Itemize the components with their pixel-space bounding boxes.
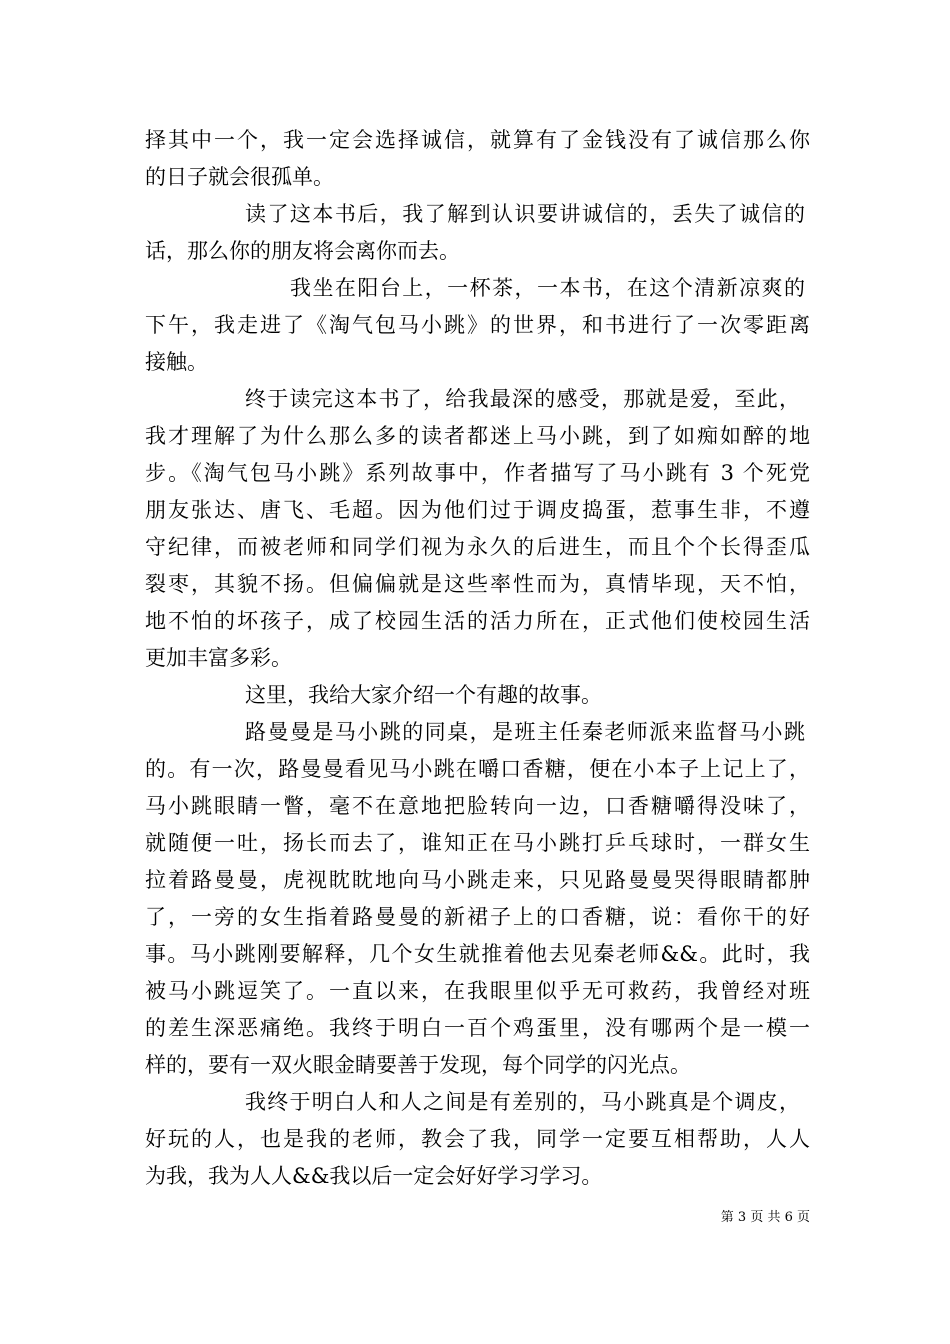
text-line: 这里，我给大家介绍一个有趣的故事。 [245,683,602,707]
text-line: 好玩的人，也是我的老师，教会了我，同学一定要互相帮助，人人 [145,1127,810,1151]
text-line: 接触。 [145,350,208,374]
text-line: 读了这本书后，我了解到认识要讲诚信的，丢失了诚信的 [245,202,805,226]
text-line: 守纪律，而被老师和同学们视为永久的后进生，而且个个长得歪瓜 [145,535,810,559]
text-line: 事。马小跳刚要解释，几个女生就推着他去见秦老师&&。此时，我 [145,942,810,966]
text-line: 了，一旁的女生指着路曼曼的新裙子上的口香糖，说：看你干的好 [145,905,810,929]
text-line: 马小跳眼睛一瞥，毫不在意地把脸转向一边，口香糖嚼得没味了， [145,794,810,818]
text-line: 裂枣，其貌不扬。但偏偏就是这些率性而为，真情毕现，天不怕， [145,572,810,596]
text-line: 路曼曼是马小跳的同桌，是班主任秦老师派来监督马小跳 [245,720,805,744]
text-line: 被马小跳逗笑了。一直以来，在我眼里似乎无可救药，我曾经对班 [145,979,810,1003]
text-line: 的日子就会很孤单。 [145,165,334,189]
text-line: 就随便一吐，扬长而去了，谁知正在马小跳打乒乓球时，一群女生 [145,831,810,855]
text-line: 的差生深恶痛绝。我终于明白一百个鸡蛋里，没有哪两个是一模一 [145,1016,810,1040]
text-line: 步。《淘气包马小跳》系列故事中，作者描写了马小跳有 3 个死党 [145,461,810,485]
text-line: 更加丰富多彩。 [145,646,292,670]
text-line: 我终于明白人和人之间是有差别的，马小跳真是个调皮， [245,1090,800,1114]
text-line: 为我，我为人人&&我以后一定会好好学习学习。 [145,1164,603,1188]
text-line: 话，那么你的朋友将会离你而去。 [145,239,460,263]
text-line: 的。有一次，路曼曼看见马小跳在嚼口香糖，便在小本子上记上了， [145,757,810,781]
text-line: 地不怕的坏孩子，成了校园生活的活力所在，正式他们使校园生活 [145,609,810,633]
text-line: 样的，要有一双火眼金睛要善于发现，每个同学的闪光点。 [145,1053,691,1077]
text-line: 拉着路曼曼，虎视眈眈地向马小跳走来，只见路曼曼哭得眼睛都肿 [145,868,810,892]
text-line: 终于读完这本书了，给我最深的感受，那就是爱，至此， [245,387,800,411]
text-line: 我才理解了为什么那么多的读者都迷上马小跳，到了如痴如醉的地 [145,424,810,448]
text-line: 我坐在阳台上，一杯茶，一本书，在这个清新凉爽的 [290,276,805,300]
text-line: 下午，我走进了《淘气包马小跳》的世界，和书进行了一次零距离 [145,313,810,337]
text-line: 朋友张达、唐飞、毛超。因为他们过于调皮捣蛋，惹事生非，不遵 [145,498,810,522]
page-number-footer: 第 3 页 共 6 页 [720,1210,810,1225]
text-line: 择其中一个，我一定会选择诚信，就算有了金钱没有了诚信那么你 [145,128,810,152]
